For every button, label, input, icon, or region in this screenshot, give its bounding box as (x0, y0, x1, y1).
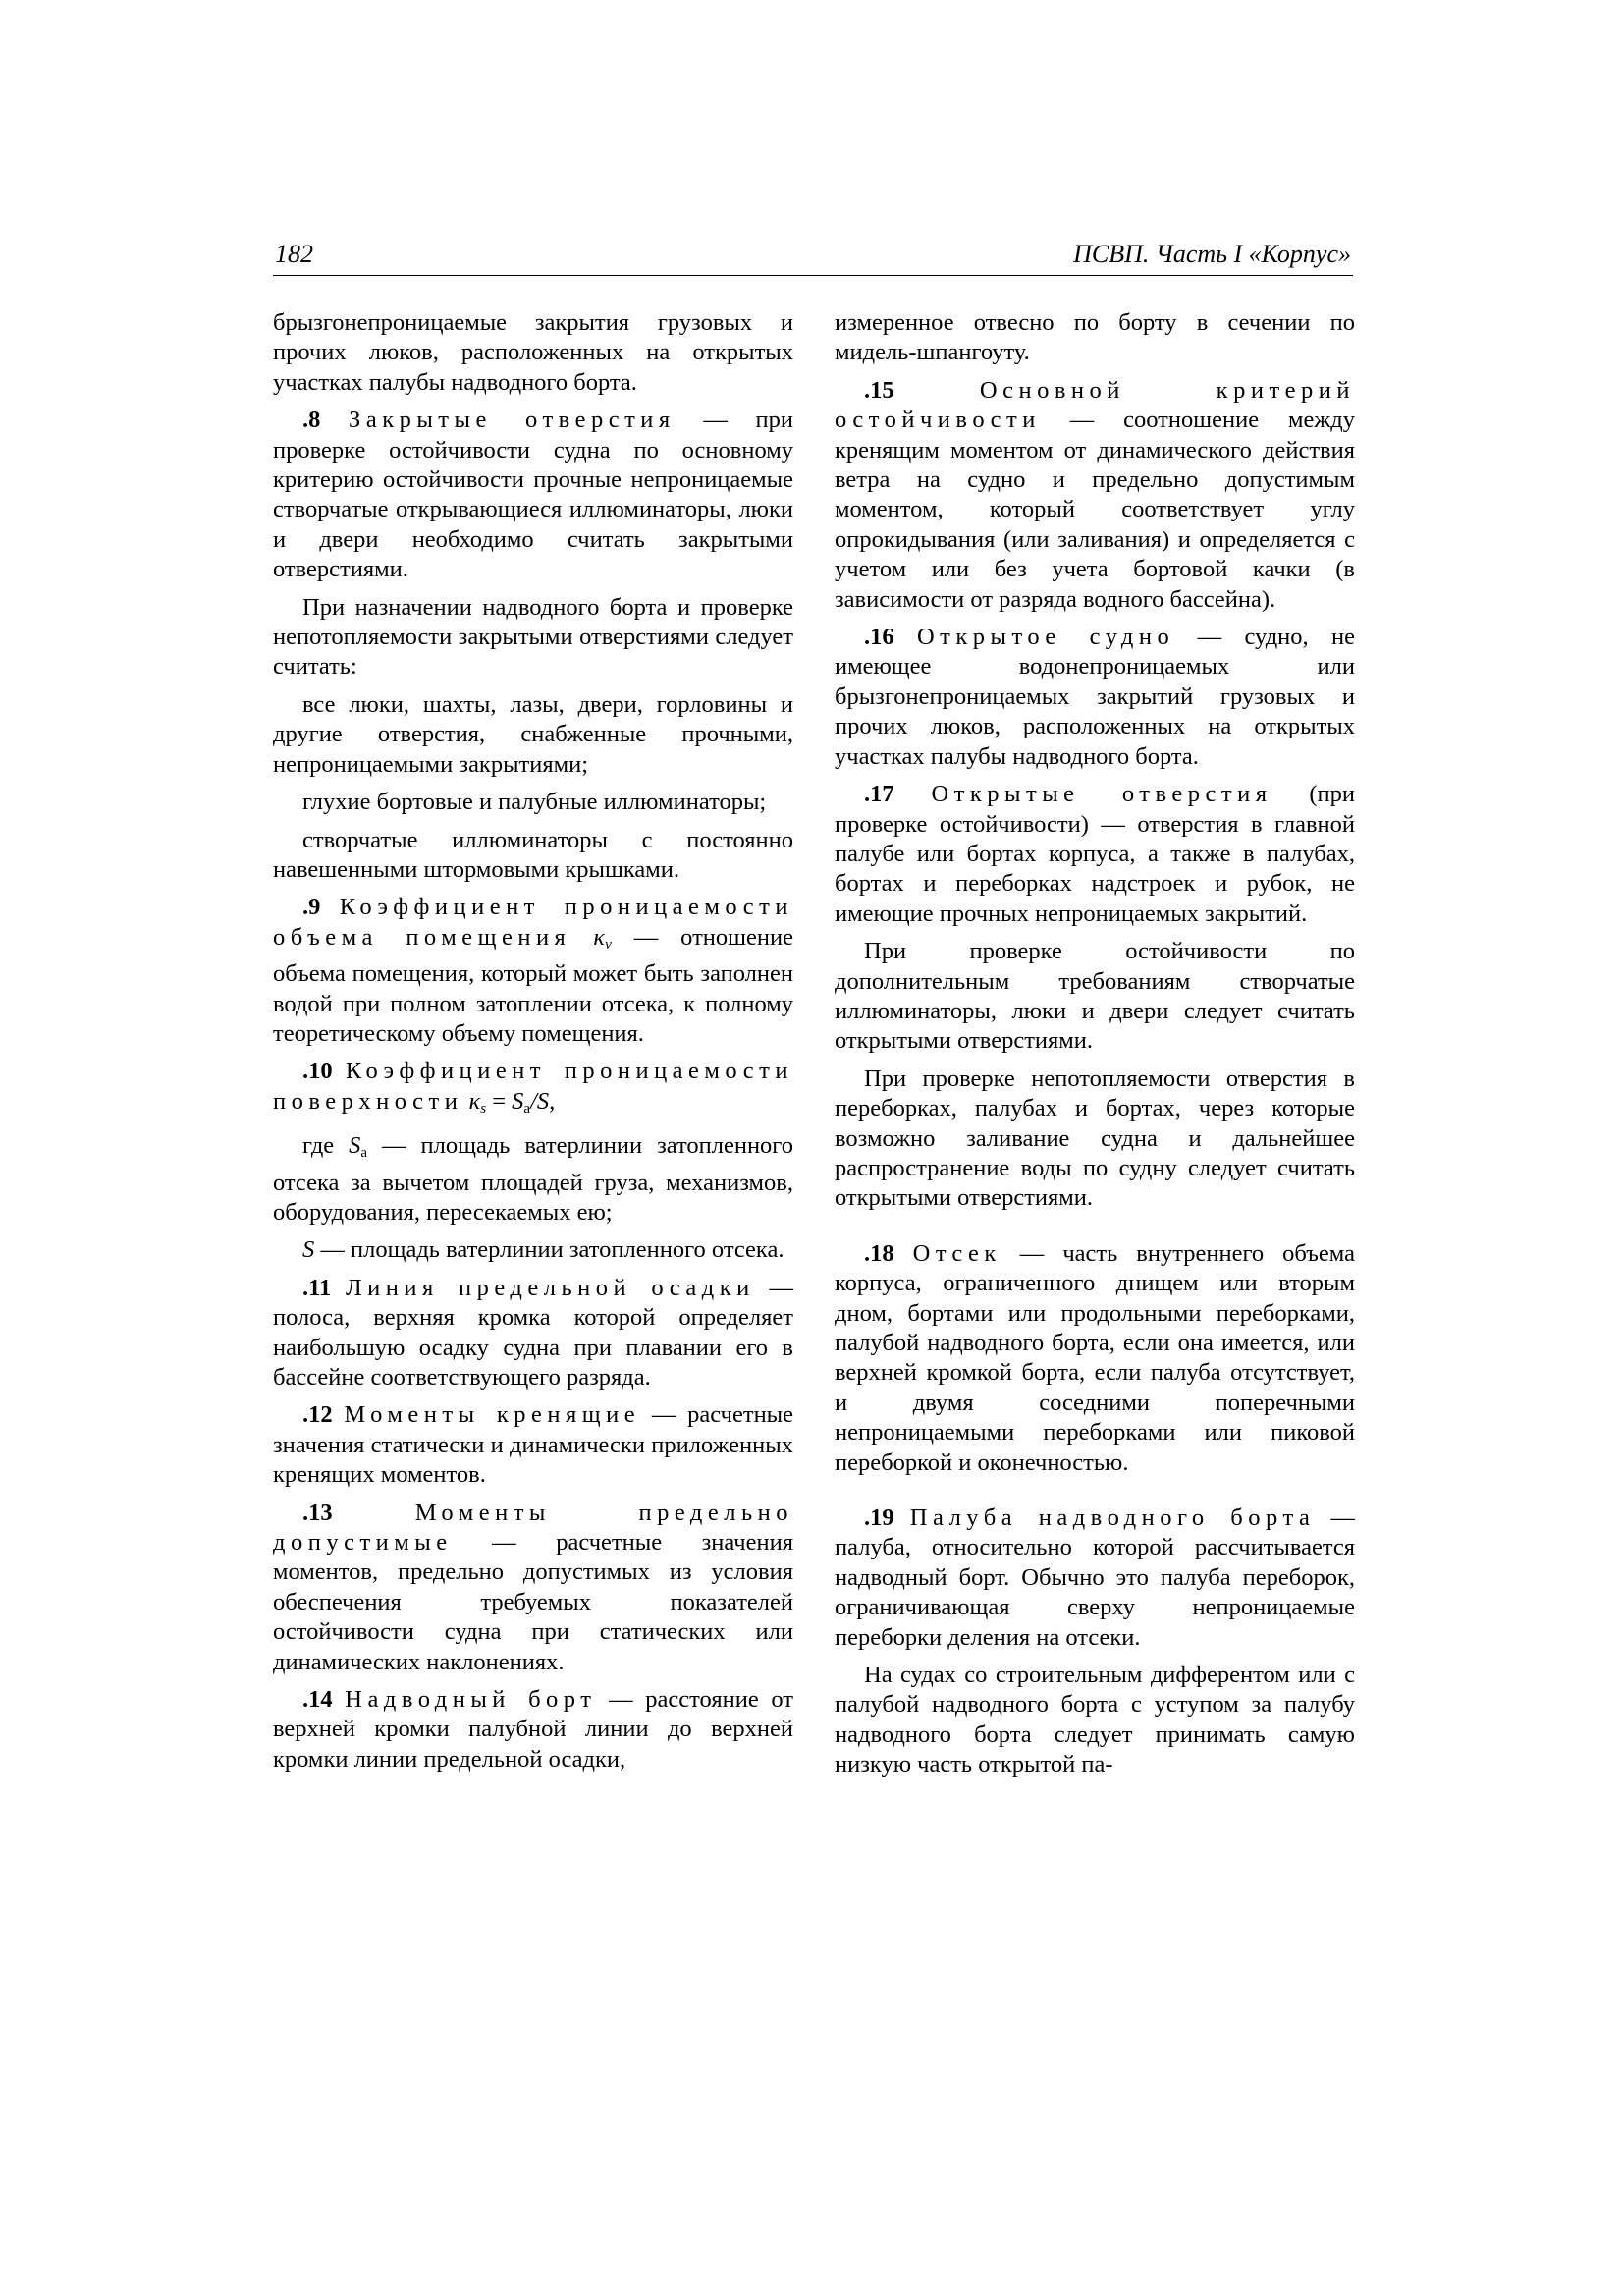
term: Моменты предельно допустимые (273, 1499, 793, 1557)
definition-text: — расчетные значения статически и динамически приложенных кренящих моментов. (273, 1401, 794, 1489)
term: Коэффициент проницаемости объема помещения (273, 894, 793, 951)
definition-text: — площадь ватерлинии затопленного отсека за вычетом площадей груза, механизмов, оборудования, пересекаемых ею; (273, 1132, 793, 1226)
formula-symbol: S (512, 1087, 524, 1115)
paragraph: При проверке остойчивости по дополнительным требованиям створчатые иллюминаторы, люки и двери следует считать открытыми отверстиями. (835, 938, 1355, 1055)
definition-13 (273, 1499, 793, 1677)
term: Линия предельной осадки (346, 1274, 755, 1301)
symbol: S (349, 1132, 361, 1160)
section-number: .18 (864, 1239, 894, 1267)
paragraph: При проверке непотопляемости отверстия в переборках, палубах и бортах, через которые возможно заливание судна и дальнейшее распространение воды по судну следует считать открытыми отверстиями. (835, 1065, 1355, 1212)
definition-18 (835, 1239, 1355, 1478)
definition-text: — отношение объема помещения, который может быть заполнен водой при полном затоплении отсека, к полному теоретическому объему помещения. (273, 923, 793, 1047)
paragraph: измеренное отвесно по борту в сечении по мидель-шпангоуту. (835, 309, 1355, 366)
term: Моменты кренящие (344, 1401, 641, 1429)
definition-17 (835, 780, 1355, 929)
definition-12 (273, 1400, 793, 1490)
definition-text: — расстояние от верхней кромки палубной линии до верхней кромки линии предельной осадки, (273, 1686, 793, 1773)
section-number: .10 (302, 1058, 333, 1085)
section-number: .19 (864, 1504, 894, 1532)
definition-16 (835, 623, 1355, 772)
page-number: 182 (275, 240, 313, 268)
section-number: .12 (302, 1401, 333, 1429)
definition-text: — часть внутреннего объема корпуса, ограниченного днищем или вторым дном, бортами или продольными переборками, палубой надводного борта, если она имеется, или верхней кромкой борта, если палуба отсутствует, и двумя соседними поперечными непроницаемыми переборками или пиковой переборкой и оконечностью. (835, 1239, 1356, 1476)
term: Надводный борт (345, 1686, 597, 1714)
definition-text: — при проверке остойчивости судна по основному критерию остойчивости прочные непроницаемые створчатые открывающиеся иллюминаторы, люки и двери необходимо считать закрытыми отверстиями. (273, 407, 793, 583)
formula-tail: /S, (530, 1087, 556, 1115)
paragraph: брызгонепроницаемые закрытия грузовых и прочих люков, расположенных на открытых участках палубы надводного борта. (273, 309, 793, 396)
symbol: S (302, 1236, 315, 1264)
term: Коэффициент проницаемости поверхности (273, 1058, 793, 1115)
definition-19 (835, 1503, 1355, 1653)
definition-text: — судно, не имеющее водонепроницаемых или брызгонепроницаемых закрытий грузовых и прочих люков, расположенных на открытых участках палубы надводного борта. (835, 624, 1356, 770)
running-title: ПСВП. Часть I «Корпус» (1073, 240, 1351, 268)
definition-14 (273, 1685, 793, 1775)
section-number: .17 (864, 781, 894, 808)
definition-text: — площадь ватерлинии затопленного отсека. (314, 1236, 784, 1264)
section-number: .9 (302, 894, 321, 921)
paragraph: На судах со строительным дифферентом или с палубой надводного борта с уступом за палубу надводного борта следует принимать самую низкую часть открытой па- (835, 1662, 1355, 1778)
definition-text: — палуба, относительно которой рассчитывается надводный борт. Обычно это палуба переборок, ограничивающая сверху непроницаемые переборки деления на отсеки. (835, 1504, 1356, 1651)
symbol: κ (593, 923, 606, 951)
definition-9 (273, 893, 793, 1049)
term: Основной критерий остойчивости (835, 376, 1355, 434)
section-number: .11 (302, 1274, 332, 1301)
list-item: все люки, шахты, лазы, двери, горловины и другие отверстия, снабженные прочными, непроницаемыми закрытиями; (273, 690, 793, 778)
section-number: .13 (302, 1499, 333, 1526)
page-header (273, 240, 1353, 276)
section-number: .14 (302, 1686, 333, 1714)
paragraph: При назначении надводного борта и проверке непотопляемости закрытыми отверстиями следует считать: (273, 593, 793, 681)
list-item: створчатые иллюминаторы с постоянно навешенными штормовыми крышками. (273, 826, 793, 883)
term: Палуба надводного борта (909, 1504, 1316, 1532)
left-column (273, 308, 793, 1782)
formula-subscript: a (523, 1100, 531, 1117)
definition-text: — расчетные значения моментов, предельно допустимых из условия обеспечения требуемых показателей остойчивости судна при статических или динамических наклонениях. (273, 1529, 793, 1675)
symbol-subscript: a (360, 1145, 368, 1162)
definition-10 (273, 1057, 793, 1123)
where-clause (273, 1235, 793, 1265)
definition-15 (835, 376, 1355, 615)
formula-subscript: s (480, 1100, 487, 1117)
definition-text: — полоса, верхняя кромка которой определяет наибольшую осадку судна при плавании его в бассейне соответствующего разряда. (273, 1274, 794, 1391)
symbol-subscript: v (605, 936, 612, 953)
list-item: глухие бортовые и палубные иллюминаторы; (302, 789, 767, 816)
definition-11 (273, 1274, 793, 1394)
term: Открытое судно (916, 624, 1175, 651)
formula-symbol: κ (468, 1087, 481, 1115)
definition-8 (273, 406, 793, 584)
where-word: где (302, 1132, 335, 1160)
definition-text: — соотношение между кренящим моментом от динамического действия ветра на судно и предельно допустимым моментом, который соответствует углу опрокидывания (или заливания) и определяется с учетом или без учета бортовой качки (в зависимости от разряда водного бассейна). (835, 407, 1355, 613)
section-number: .16 (864, 624, 894, 651)
section-number: .15 (864, 376, 894, 404)
section-number: .8 (302, 407, 321, 434)
term: Открытые отверстия (931, 781, 1272, 808)
where-clause (273, 1131, 793, 1228)
right-column (835, 308, 1355, 1788)
term: Закрытые отверстия (349, 407, 676, 434)
definition-text: (при проверке остойчивости) — отверстия в главной палубе или бортах корпуса, а также в палубах, бортах и переборках надстроек и рубок, не имеющие прочных непроницаемых закрытий. (835, 781, 1355, 927)
term: Отсек (912, 1239, 1001, 1267)
formula-equals: = (486, 1087, 513, 1115)
